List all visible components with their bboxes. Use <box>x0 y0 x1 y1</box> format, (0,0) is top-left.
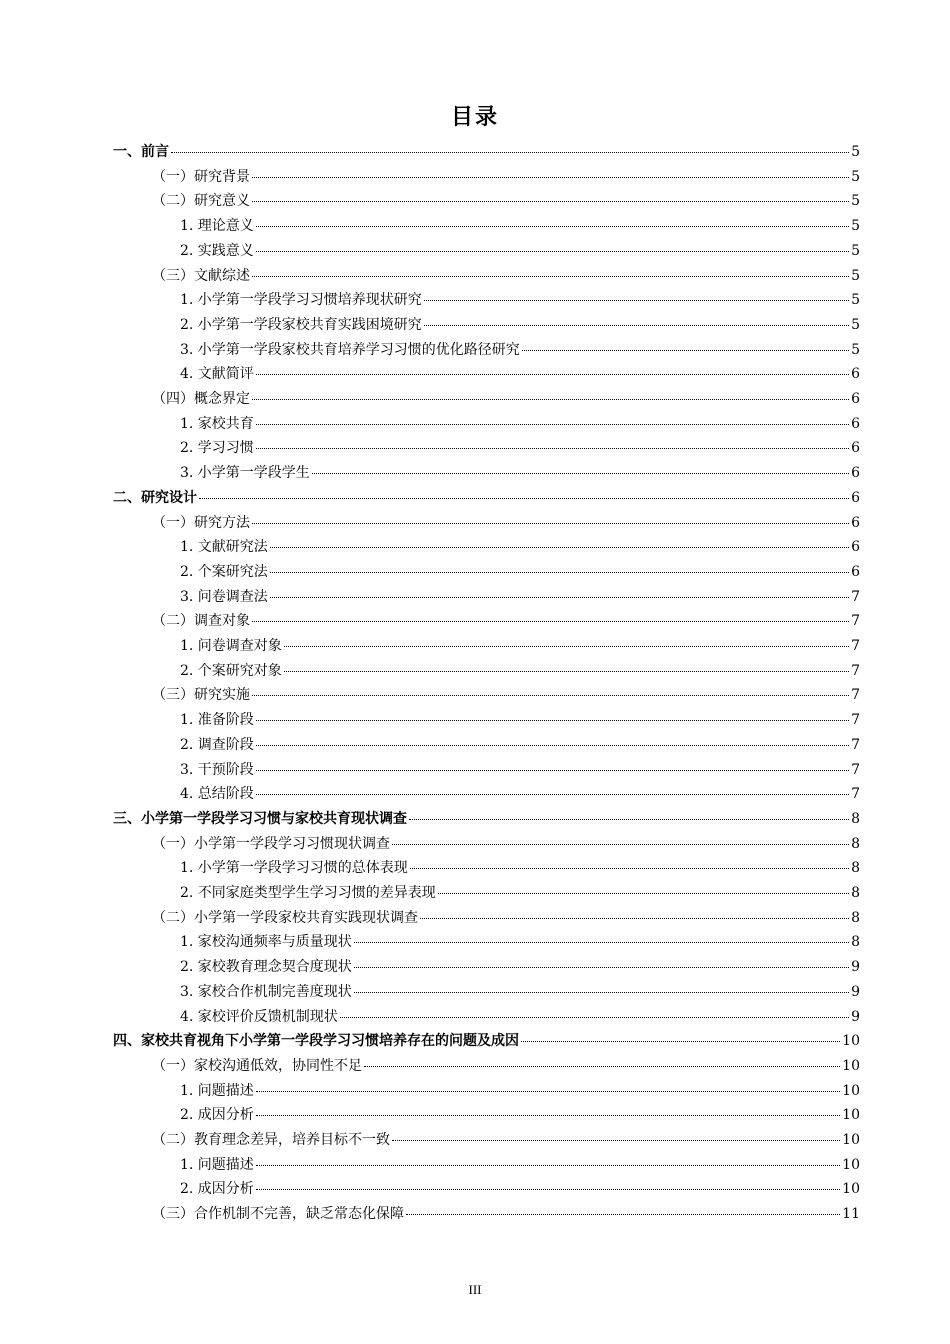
toc-entry-page: 7 <box>851 613 860 630</box>
toc-entry-page: 6 <box>851 440 860 457</box>
page-title: 目录 <box>450 105 499 130</box>
toc-entry-title: 1. 问卷调查对象 <box>180 638 282 654</box>
toc-entry[interactable] <box>152 388 860 410</box>
toc-dot-leader <box>364 1066 840 1067</box>
toc-dot-leader <box>270 572 849 573</box>
toc-entry[interactable] <box>180 1154 860 1176</box>
toc-entry-title: （三）文献综述 <box>152 267 250 284</box>
toc-entry-page: 5 <box>851 193 860 210</box>
toc-entry-page: 10 <box>842 1107 860 1124</box>
toc-entry[interactable] <box>180 759 860 781</box>
toc-dot-leader <box>256 720 849 721</box>
toc-entry-page: 6 <box>851 415 860 432</box>
toc-entry-title: 四、家校共育视角下小学第一学段学习习惯培养存在的问题及成因 <box>113 1033 519 1050</box>
toc-entry[interactable] <box>180 363 860 385</box>
toc-entry-title: 二、研究设计 <box>113 489 197 506</box>
toc-dot-leader <box>252 523 849 524</box>
toc-entry-page: 6 <box>851 489 860 506</box>
toc-entry-title: 1. 理论意义 <box>180 218 254 235</box>
toc-entry[interactable] <box>180 783 860 805</box>
toc-dot-leader <box>284 646 849 647</box>
toc-entry-page: 8 <box>851 810 860 827</box>
toc-entry-page: 6 <box>851 539 860 556</box>
toc-entry[interactable] <box>152 512 860 534</box>
toc-entry-page: 5 <box>851 168 860 185</box>
toc-entry-page: 9 <box>851 959 860 976</box>
toc-entry[interactable] <box>180 339 860 361</box>
toc-entry[interactable] <box>180 635 860 657</box>
toc-dot-leader <box>424 325 849 326</box>
toc-entry-title: （一）家校沟通低效，协同性不足 <box>152 1057 362 1074</box>
toc-entry-page: 7 <box>851 761 860 778</box>
toc-dot-leader <box>410 868 849 869</box>
toc-entry-title: 一、前言 <box>113 144 169 160</box>
toc-dot-leader <box>256 745 849 746</box>
toc-entry-title: （二）研究意义 <box>152 193 250 210</box>
toc-entry-title: 3. 家校合作机制完善度现状 <box>180 983 352 1000</box>
toc-dot-leader <box>256 424 849 425</box>
toc-entry-title: 2. 个案研究对象 <box>180 662 282 679</box>
toc-entry[interactable] <box>152 833 860 855</box>
toc-entry[interactable] <box>180 660 860 682</box>
toc-dot-leader <box>252 621 849 622</box>
toc-entry[interactable] <box>152 684 860 706</box>
toc-dot-leader <box>252 177 849 178</box>
toc-dot-leader <box>256 251 849 252</box>
toc-entry-page: 5 <box>851 341 860 358</box>
toc-entry-title: 1. 问题描述 <box>180 1156 254 1173</box>
toc-entry[interactable] <box>180 956 860 978</box>
toc-entry-page: 6 <box>851 514 860 531</box>
toc-entry-title: 1. 小学第一学段学习习惯培养现状研究 <box>180 292 422 309</box>
toc-dot-leader <box>521 1041 840 1042</box>
toc-entry-title: 2. 学习习惯 <box>180 440 254 457</box>
toc-entry-title: 4. 家校评价反馈机制现状 <box>180 1008 338 1025</box>
toc-entry[interactable] <box>180 462 860 484</box>
toc-entry-page: 8 <box>851 885 860 901</box>
toc-dot-leader <box>409 819 849 820</box>
toc-entry-title: （二）小学第一学段家校共育实践现状调查 <box>152 909 418 926</box>
toc-entry-page: 10 <box>842 1156 860 1173</box>
toc-entry-page: 7 <box>851 638 860 654</box>
toc-entry-title: 2. 家校教育理念契合度现状 <box>180 959 352 976</box>
toc-entry[interactable] <box>180 437 860 459</box>
toc-entry-page: 5 <box>851 242 860 259</box>
toc-dot-leader <box>256 1189 840 1190</box>
toc-entry-title: （一）研究方法 <box>152 514 250 531</box>
toc-entry[interactable] <box>180 1006 860 1028</box>
toc-entry[interactable] <box>152 265 860 287</box>
toc-entry[interactable] <box>180 709 860 731</box>
toc-dot-leader <box>424 300 849 301</box>
toc-entry-page: 5 <box>851 218 860 235</box>
toc-dot-leader <box>354 967 849 968</box>
toc-entry-title: 2. 实践意义 <box>180 242 254 259</box>
toc-entry-title: 1. 文献研究法 <box>180 539 268 556</box>
toc-entry[interactable] <box>180 981 860 1003</box>
toc-entry-title: 1. 准备阶段 <box>180 712 254 729</box>
toc-entry-page: 11 <box>842 1206 860 1223</box>
toc-entry-page: 5 <box>851 144 860 160</box>
toc-dot-leader <box>354 992 849 993</box>
toc-entry-page: 6 <box>851 366 860 383</box>
toc-dot-leader <box>199 498 849 499</box>
toc-dot-leader <box>256 374 849 375</box>
toc-entry[interactable] <box>180 240 860 262</box>
toc-entry-page: 10 <box>842 1033 860 1050</box>
toc-entry-title: （二）调查对象 <box>152 613 250 630</box>
toc-entry[interactable] <box>152 190 860 212</box>
toc-entry-page: 6 <box>851 465 860 482</box>
toc-dot-leader <box>256 1165 840 1166</box>
toc-entry-page: 9 <box>851 1008 860 1025</box>
toc-dot-leader <box>252 695 849 696</box>
toc-entry-page: 8 <box>851 934 860 951</box>
toc-dot-leader <box>406 1214 840 1215</box>
toc-entry-title: 2. 小学第一学段家校共育实践困境研究 <box>180 316 422 333</box>
toc-entry-title: （四）概念界定 <box>152 391 250 407</box>
toc-entry-title: 2. 成因分析 <box>180 1107 254 1124</box>
toc-entry-title: 4. 总结阶段 <box>180 786 254 803</box>
toc-entry-title: （二）教育理念差异，培养目标不一致 <box>152 1132 390 1148</box>
toc-entry[interactable] <box>152 610 860 632</box>
toc-entry-title: 4. 文献简评 <box>180 366 254 383</box>
toc-entry-title: 3. 问卷调查法 <box>180 588 268 605</box>
toc-entry-page: 7 <box>851 687 860 704</box>
toc-entry[interactable] <box>180 882 860 904</box>
toc-entry-page: 7 <box>851 662 860 679</box>
toc-dot-leader <box>252 276 849 277</box>
toc-entry[interactable] <box>113 487 860 509</box>
toc-dot-leader <box>392 844 849 845</box>
toc-entry-page: 7 <box>851 786 860 803</box>
toc-entry[interactable] <box>152 1129 860 1151</box>
toc-dot-leader <box>256 1115 840 1116</box>
toc-dot-leader <box>256 1091 840 1092</box>
toc-dot-leader <box>438 893 849 894</box>
toc-entry-title: 2. 调查阶段 <box>180 736 254 753</box>
toc-entry-page: 10 <box>842 1082 860 1099</box>
toc-dot-leader <box>284 671 849 672</box>
toc-entry-page: 10 <box>842 1132 860 1148</box>
toc-entry-page: 6 <box>851 391 860 407</box>
toc-entry-title: 3. 干预阶段 <box>180 761 254 778</box>
toc-entry[interactable] <box>113 1030 860 1052</box>
page-number: III <box>468 1282 482 1297</box>
toc-entry[interactable] <box>180 734 860 756</box>
toc-entry-page: 7 <box>851 588 860 605</box>
toc-entry-title: 三、小学第一学段学习习惯与家校共育现状调查 <box>113 810 407 827</box>
toc-entry[interactable] <box>180 289 860 311</box>
toc-entry-page: 5 <box>851 316 860 333</box>
toc-entry-page: 8 <box>851 835 860 852</box>
toc-entry[interactable] <box>152 907 860 929</box>
toc-dot-leader <box>256 770 849 771</box>
toc-entry-page: 7 <box>851 736 860 753</box>
toc-entry-title: 2. 不同家庭类型学生学习习惯的差异表现 <box>180 885 436 901</box>
toc-dot-leader <box>252 201 849 202</box>
toc-entry-page: 8 <box>851 909 860 926</box>
toc-entry[interactable] <box>180 931 860 953</box>
toc-entry[interactable] <box>180 413 860 435</box>
toc-entry-page: 5 <box>851 292 860 309</box>
toc-entry-page: 8 <box>851 860 860 877</box>
toc-entry-page: 9 <box>851 983 860 1000</box>
toc-entry-title: 1. 问题描述 <box>180 1082 254 1099</box>
toc-entry-title: 3. 小学第一学段学生 <box>180 465 310 482</box>
toc-entry-title: 2. 个案研究法 <box>180 563 268 580</box>
toc-entry[interactable] <box>180 1104 860 1126</box>
toc-entry[interactable] <box>152 166 860 188</box>
toc-entry-title: 1. 家校沟通频率与质量现状 <box>180 934 352 951</box>
toc-dot-leader <box>522 350 849 351</box>
toc-dot-leader <box>270 547 849 548</box>
toc-entry-title: 1. 家校共育 <box>180 415 254 432</box>
toc-entry-page: 7 <box>851 712 860 729</box>
toc-dot-leader <box>171 152 849 153</box>
toc-entry-title: （三）合作机制不完善，缺乏常态化保障 <box>152 1206 404 1223</box>
toc-entry-title: （一）小学第一学段学习习惯现状调查 <box>152 835 390 852</box>
toc-entry-page: 10 <box>842 1181 860 1198</box>
toc-dot-leader <box>340 1017 849 1018</box>
toc-entry-title: 3. 小学第一学段家校共育培养学习习惯的优化路径研究 <box>180 341 520 358</box>
toc-entry[interactable] <box>180 1178 860 1200</box>
toc-dot-leader <box>252 399 849 400</box>
toc-dot-leader <box>312 473 849 474</box>
toc-entry[interactable] <box>180 215 860 237</box>
toc-dot-leader <box>270 597 849 598</box>
toc-entry[interactable] <box>180 536 860 558</box>
toc-entry[interactable] <box>180 1080 860 1102</box>
toc-dot-leader <box>256 226 849 227</box>
toc-dot-leader <box>420 918 849 919</box>
toc-entry[interactable] <box>180 586 860 608</box>
toc-entry[interactable] <box>113 141 860 163</box>
toc-entry[interactable] <box>180 857 860 879</box>
toc-entry[interactable] <box>152 1055 860 1077</box>
toc-dot-leader <box>256 794 849 795</box>
toc-entry[interactable] <box>180 314 860 336</box>
toc-entry-page: 5 <box>851 267 860 284</box>
toc-entry[interactable] <box>113 808 860 830</box>
toc-entry-title: 2. 成因分析 <box>180 1181 254 1198</box>
toc-dot-leader <box>392 1140 840 1141</box>
toc-entry-page: 6 <box>851 563 860 580</box>
toc-entry[interactable] <box>152 1203 860 1225</box>
toc-dot-leader <box>354 942 849 943</box>
toc-entry[interactable] <box>180 561 860 583</box>
toc-dot-leader <box>256 448 849 449</box>
toc-entry-title: （一）研究背景 <box>152 168 250 185</box>
toc-entry-title: （三）研究实施 <box>152 687 250 704</box>
toc-entry-page: 10 <box>842 1057 860 1074</box>
toc-entry-title: 1. 小学第一学段学习习惯的总体表现 <box>180 860 408 877</box>
